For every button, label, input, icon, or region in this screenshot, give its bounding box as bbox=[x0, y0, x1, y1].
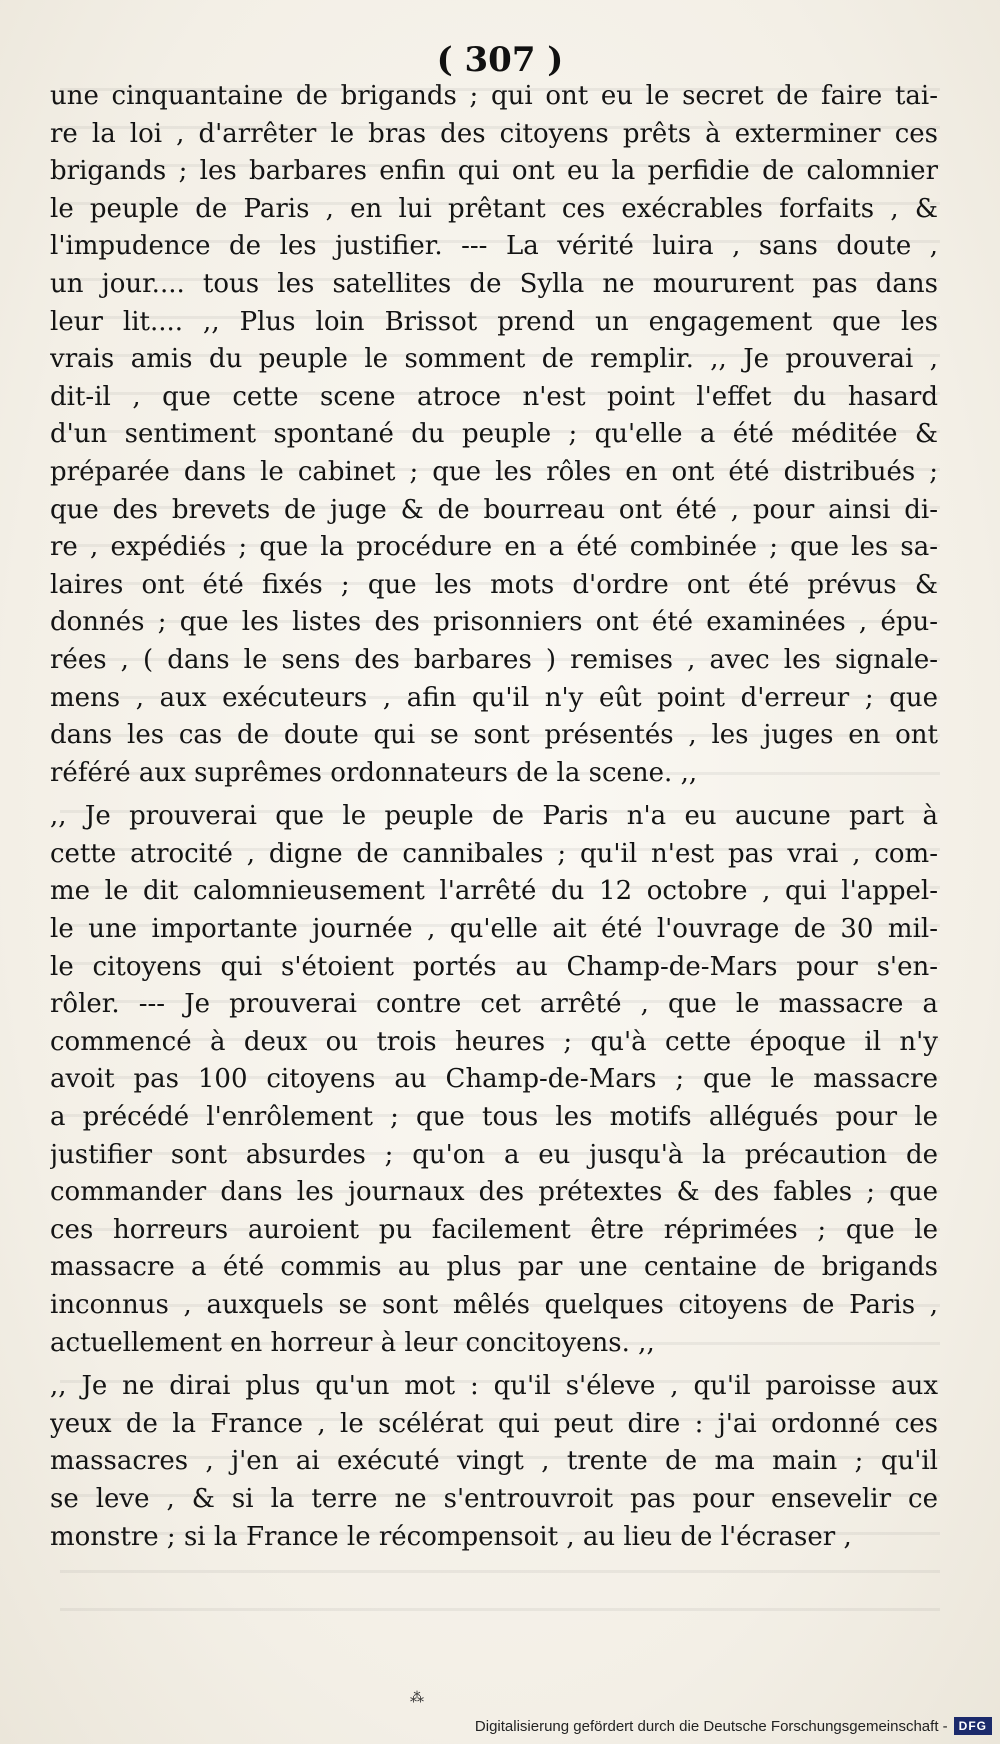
text-line: commander dans les journaux des prétextes & des fables ; que bbox=[50, 1177, 938, 1208]
text-line: préparée dans le cabinet ; que les rôles en ont été distribués ; bbox=[50, 456, 938, 487]
funding-credit: Digitalisierung gefördert durch die Deutsche Forschungsgemeinschaft - bbox=[474, 1717, 948, 1735]
text-line: re la loi , d'arrêter le bras des citoyens prêts à exterminer ces bbox=[50, 118, 938, 149]
page-number: ( 307 ) bbox=[436, 40, 564, 80]
text-line: massacre a été commis au plus par une centaine de brigands bbox=[50, 1252, 938, 1283]
text-line: re , expédiés ; que la procédure en a été combinée ; que les sa- bbox=[50, 532, 938, 563]
text-line: laires ont été fixés ; que les mots d'ordre ont été prévus & bbox=[50, 569, 938, 600]
text-line: vrais amis du peuple le somment de remplir. ,, Je prouverai , bbox=[50, 344, 938, 375]
text-line: monstre ; si la France le récompensoit , au lieu de l'écraser , bbox=[50, 1521, 852, 1552]
text-line: rées , ( dans le sens des barbares ) remises , avec les signale- bbox=[50, 644, 938, 675]
text-line: un jour.... tous les satellites de Sylla ne moururent pas dans bbox=[50, 268, 938, 299]
text-line: inconnus , auxquels se sont mêlés quelques citoyens de Paris , bbox=[50, 1290, 938, 1320]
text-line: le peuple de Paris , en lui prêtant ces exécrables forfaits , & bbox=[50, 193, 938, 224]
text-line: le citoyens qui s'étoient portés au Champ-de-Mars pour s'en- bbox=[50, 951, 938, 982]
text-line: cette atrocité , digne de cannibales ; qu'il n'est pas vrai , com- bbox=[50, 838, 938, 869]
text-line: avoit pas 100 citoyens au Champ-de-Mars ; que le massacre bbox=[50, 1064, 938, 1095]
text-line: brigands ; les barbares enfin qui ont eu la perfidie de calomnier bbox=[50, 156, 938, 187]
text-line: dans les cas de doute qui se sont présentés , les juges en ont bbox=[50, 720, 938, 751]
text-line: référé aux suprêmes ordonnateurs de la scene. ,, bbox=[50, 757, 698, 788]
printer-ornament: ⁂ bbox=[410, 1690, 424, 1706]
text-line: rôler. --- Je prouverai contre cet arrêté , que le massacre a bbox=[50, 989, 938, 1020]
text-line: ,, Je ne dirai plus qu'un mot : qu'il s'éleve , qu'il paroisse aux bbox=[50, 1371, 938, 1402]
text-line: d'un sentiment spontané du peuple ; qu'elle a été méditée & bbox=[50, 419, 938, 450]
text-line: ces horreurs auroient pu facilement être réprimées ; que le bbox=[50, 1214, 938, 1245]
text-line: que des brevets de juge & de bourreau ont été , pour ainsi di- bbox=[50, 494, 938, 525]
text-line: commencé à deux ou trois heures ; qu'à cette époque il n'y bbox=[50, 1026, 938, 1057]
text-line: massacres , j'en ai exécuté vingt , trente de ma main ; qu'il bbox=[50, 1446, 938, 1477]
text-line: le une importante journée , qu'elle ait été l'ouvrage de 30 mil- bbox=[50, 914, 938, 945]
paragraph bbox=[50, 1368, 938, 1556]
body-text bbox=[50, 78, 938, 1556]
text-line: l'impudence de les justifier. --- La vérité luira , sans doute , bbox=[50, 231, 938, 262]
text-line: a précédé l'enrôlement ; que tous les motifs allégués pour le bbox=[50, 1102, 938, 1133]
text-line: me le dit calomnieusement l'arrêté du 12 octobre , qui l'appel- bbox=[50, 876, 938, 907]
text-line: mens , aux exécuteurs , afin qu'il n'y eût point d'erreur ; que bbox=[50, 682, 938, 713]
text-line: dit-il , que cette scene atroce n'est point l'effet du hasard bbox=[50, 381, 938, 412]
text-line: donnés ; que les listes des prisonniers ont été examinées , épu- bbox=[50, 607, 938, 638]
text-line: justifier sont absurdes ; qu'on a eu jusqu'à la précaution de bbox=[50, 1139, 938, 1170]
paragraph bbox=[50, 78, 938, 792]
text-line: une cinquantaine de brigands ; qui ont eu le secret de faire tai- bbox=[50, 81, 938, 111]
text-line: leur lit.... ,, Plus loin Brissot prend un engagement que les bbox=[50, 306, 938, 337]
text-line: actuellement en horreur à leur concitoyens. ,, bbox=[50, 1327, 655, 1358]
text-line: se leve , & si la terre ne s'entrouvroit pas pour ensevelir ce bbox=[50, 1483, 938, 1514]
dfg-logo: DFG bbox=[954, 1717, 992, 1735]
text-line: yeux de la France , le scélérat qui peut dire : j'ai ordonné ces bbox=[50, 1408, 938, 1439]
paragraph bbox=[50, 798, 938, 1362]
text-line: ,, Je prouverai que le peuple de Paris n'a eu aucune part à bbox=[50, 801, 938, 832]
digitization-footer bbox=[475, 1714, 992, 1738]
